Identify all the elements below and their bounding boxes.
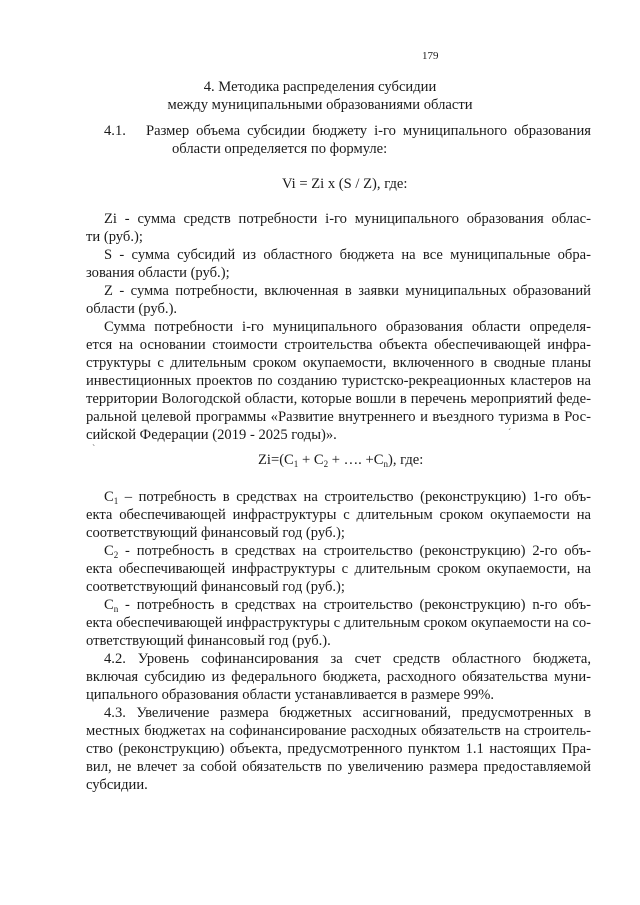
clause-4-1-line-2: области определяется по формуле: — [172, 141, 388, 157]
def-cn-line-1: $C_n$ - потребность в средствах на строительство (реконструкцию) n-го объ- — [104, 597, 591, 614]
def-c1-line-3: соответствующий финансовый год (руб.); — [86, 525, 345, 541]
def-zi-line-1: Zi - сумма средств потребности i-го муниципального образования облас- — [104, 211, 591, 227]
clause-4-2-line-2: включая субсидию из федерального бюджета, расходного обязательства муни- — [86, 669, 591, 685]
clause-4-3-line-3: ство (реконструкцию) объекта, предусмотренного пунктом 1.1 настоящих Пра- — [86, 741, 591, 757]
para-sum-line-2: ется на основании стоимости строительства объекта обеспечивающей инфра- — [86, 337, 591, 353]
para-sum-line-7: сийской Федерации (2019 - 2025 годы)». — [86, 427, 337, 443]
formula-zi: $Zi=(C_1 + C_2$ + …. $+C_n$), где: — [258, 452, 424, 469]
def-cn-line-2: екта обеспечивающей инфраструктуры с длительным сроком окупаемости на со- — [86, 615, 591, 631]
scan-mark: ˋ — [92, 444, 96, 455]
def-c1-line-2: екта обеспечивающей инфраструктуры с длительным сроком окупаемости на — [86, 507, 591, 523]
section-title-line-2: между муниципальными образованиями области — [167, 97, 473, 113]
para-sum-line-6: ральной целевой программы «Развитие внутреннего и въездного туризма в Рос- — [86, 409, 591, 425]
clause-4-3-line-2: местных бюджетах на софинансирование расходных обязательств на строитель- — [86, 723, 591, 739]
section-title-line-1: 4. Методика распределения субсидии — [203, 79, 437, 95]
para-sum-line-3: структуры с длительным сроком окупаемости, включенного в сводные планы — [86, 355, 591, 371]
def-s-line-1: S - сумма субсидий из областного бюджета на все муниципальные обра- — [104, 247, 591, 263]
def-z-line-2: области (руб.). — [86, 301, 178, 317]
def-cn-line-3: ответствующий финансовый год (руб.). — [86, 633, 331, 649]
clause-4-3-line-5: субсидии. — [86, 777, 148, 793]
def-c1-line-1: $C_1$ – потребность в средствах на строительство (реконструкцию) 1-го объ- — [104, 489, 591, 506]
def-c2-line-2: екта обеспечивающей инфраструктуры с длительным сроком окупаемости, на — [86, 561, 591, 577]
def-z-line-1: Z - сумма потребности, включенная в заявки муниципальных образований — [104, 283, 591, 299]
def-c2-line-3: соответствующий финансовый год (руб.); — [86, 579, 345, 595]
para-sum-line-5: территории Вологодской области, которые вошли в перечень мероприятий феде- — [86, 391, 591, 407]
def-zi-line-2: ти (руб.); — [86, 229, 143, 245]
def-c2-line-1: $C_2$ - потребность в средствах на строительство (реконструкцию) 2-го объ- — [104, 543, 591, 560]
page-number: 179 — [422, 50, 439, 62]
formula-vi: Vi = Zi x (S / Z), где: — [282, 176, 408, 192]
clause-4-1-line-1: Размер объема субсидии бюджету i-го муниципального образования — [146, 123, 591, 139]
clause-4-3-line-1: 4.3. Увеличение размера бюджетных ассигнований, предусмотренных в — [104, 705, 591, 721]
clause-4-1-number: 4.1. — [104, 123, 126, 139]
clause-4-2-line-3: ципального образования области устанавливается в размере 99%. — [86, 687, 495, 703]
clause-4-3-line-4: вил, не влечет за собой обязательств по увеличению размера предоставляемой — [86, 759, 591, 775]
clause-4-2-line-1: 4.2. Уровень софинансирования за счет средств областного бюджета, — [104, 651, 591, 667]
scan-mark: ˊ — [508, 428, 512, 439]
para-sum-line-4: инвестиционных проектов по созданию туристско-рекреационных кластеров на — [86, 373, 591, 389]
def-s-line-2: зования области (руб.); — [86, 265, 230, 281]
para-sum-line-1: Сумма потребности i-го муниципального образования области определя- — [104, 319, 591, 335]
